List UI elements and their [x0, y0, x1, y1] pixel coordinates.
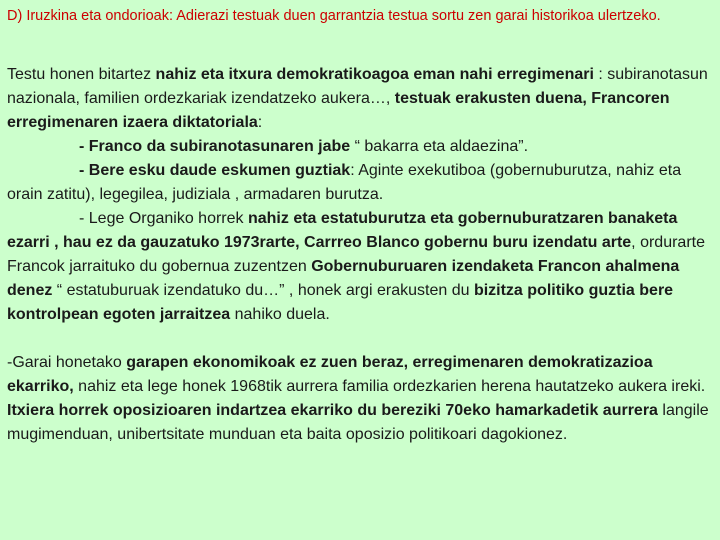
text-run-bold: - Bere esku daude eskumen guztiak	[79, 162, 351, 179]
paragraph-economy	[7, 351, 717, 447]
text-run: “ estatuburuak izendatuko du…” , honek argi erakusten du	[52, 282, 474, 299]
text-run: : subiranotasun nazionala, familien ordezkariak izendatzeko aukera…,	[7, 66, 708, 107]
text-run-bold: nahiz eta itxura demokratikoagoa eman nahi erregimenari	[155, 66, 594, 83]
text-run-bold: garapen ekonomikoak ez zuen beraz, erregimenaren demokratizazioa ekarriko,	[7, 354, 653, 395]
text-run: “ bakarra eta aldaezina”.	[350, 138, 529, 155]
text-run-bold: Itxiera horrek oposizioaren indartzea ekarriko du bereziki 70eko hamarkadetik aurrera	[7, 402, 658, 419]
slide-heading: D) Iruzkina eta ondorioak: Adierazi testuak duen garrantzia testua sortu zen garai historikoa ulertzeko.	[7, 8, 661, 24]
text-run-bold: - Franco da subiranotasunaren jabe	[79, 138, 351, 155]
text-run: , ordurarte Francok jarraituko du gobernua zuzentzen	[7, 234, 705, 275]
text-run: nahiko duela.	[230, 306, 330, 323]
slide-body	[7, 63, 717, 447]
text-run: langile mugimenduan, unibertsitate munduan eta baita oposizio politikoari dagokionez.	[7, 402, 709, 443]
text-run: Testu honen bitartez	[7, 66, 156, 83]
text-run: - Lege Organiko horrek	[79, 210, 248, 227]
text-run-bold: testuak erakusten duena, Francoren erregimenaren izaera diktatoriala	[7, 90, 670, 131]
text-run-bold: nahiz eta estatuburutza eta gobernuburatzaren banaketa ezarri , hau ez da gauzatuko 1973rarte, Carrreo Blanco gobernu buru izendatu arte	[7, 210, 678, 251]
text-run: : Aginte exekutiboa (gobernuburutza, nahiz eta orain zatitu), legegilea, judiziala , armadaren burutza.	[7, 162, 682, 203]
text-run-bold: bizitza politiko guztia bere kontrolpean egoten jarraitzea	[7, 282, 674, 323]
text-run: :	[257, 114, 263, 131]
text-run: nahiz eta lege honek 1968tik aurrera familia ordezkarien herena hautatzeko aukera ireki.	[73, 378, 706, 395]
text-run: -Garai honetako	[7, 354, 127, 371]
text-run-bold: Gobernuburuaren izendaketa Francon ahalmena denez	[7, 258, 680, 299]
paragraph-dictatorship	[7, 63, 717, 327]
